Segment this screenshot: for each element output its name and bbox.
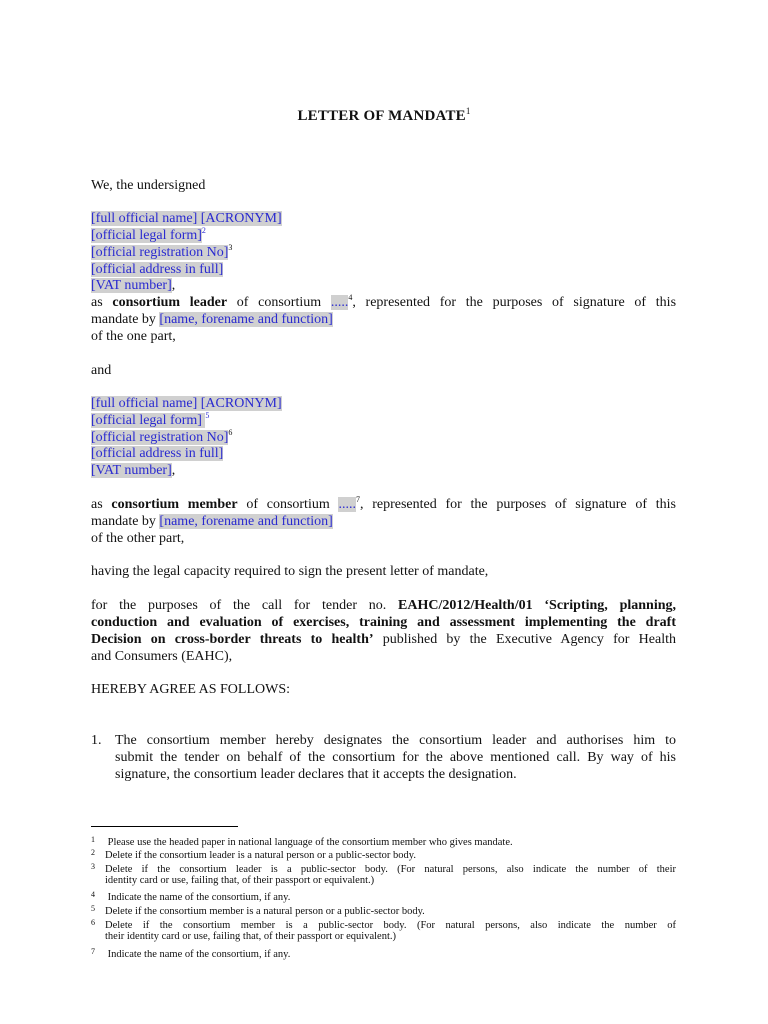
tender-reference: EAHC/2012/Health/01 ‘Scripting, planning, [398, 598, 676, 613]
footnote-ref-3: 3 [228, 243, 233, 252]
leader-address [91, 261, 223, 278]
footnote-1-number: 1 [91, 835, 95, 844]
clause-1-number: 1. [91, 733, 102, 748]
clause-1-line-2: submit the tender on behalf of the consortium for the above mentioned call. By way of his [115, 750, 676, 765]
footnote-2-number: 2 [91, 848, 95, 857]
leader-name-placeholder: [full official name] [ACRONYM] [91, 211, 282, 226]
footnote-6-text: Delete if the consortium member is a public-sector body. (For natural persons, also indicate the number of [105, 920, 676, 931]
member-registration-placeholder: [official registration No] [91, 430, 229, 445]
leader-mandate-line [91, 311, 333, 328]
member-legal-form [91, 412, 209, 429]
footnote-ref-4: 4 [348, 293, 353, 302]
leader-role-line [91, 294, 676, 311]
member-address [91, 445, 223, 462]
member-vat [91, 462, 175, 479]
footnote-2-text: Delete if the consortium leader is a natural person or a public-sector body. [105, 850, 417, 861]
member-part: of the other part, [91, 531, 185, 546]
leader-of: of consortium [227, 295, 331, 310]
member-mandate-by: mandate by [91, 514, 160, 529]
document-title [0, 106, 768, 125]
purpose-line-1 [91, 597, 676, 614]
leader-vat-placeholder: [VAT number] [91, 278, 172, 293]
and-text: and [91, 363, 112, 378]
footnote-7-number: 7 [91, 947, 95, 956]
leader-address-placeholder: [official address in full] [91, 262, 224, 277]
member-consortium-dots: ..... [338, 497, 356, 512]
tender-title-part-2: conduction and evaluation of exercises, training and assessment implementing the draft [91, 615, 676, 630]
leader-vat [91, 277, 175, 294]
capacity-text: having the legal capacity required to sign the present letter of mandate, [91, 564, 489, 579]
footnote-3-continuation: identity card or use, failing that, of their passport or equivalent.) [105, 875, 375, 886]
footnote-4-number: 4 [91, 890, 95, 899]
leader-consortium-dots: ..... [330, 295, 349, 310]
footnote-3-number: 3 [91, 862, 95, 871]
purpose-line-4: and Consumers (EAHC), [91, 649, 233, 664]
purpose-call-text: for the purposes of the call for tender no. [91, 598, 399, 613]
footnote-3-text: Delete if the consortium leader is a public-sector body. (For natural persons, also indicate the number of their [105, 864, 676, 875]
intro-text: We, the undersigned [91, 178, 206, 193]
leader-signatory-placeholder: [name, forename and function] [159, 312, 333, 327]
footnote-6-continuation: their identity card or use, failing that, of their passport or equivalent.) [105, 931, 396, 942]
leader-role: consortium leader [112, 295, 228, 310]
member-represented: , represented for the purposes of signature of this [359, 497, 676, 512]
leader-name [91, 210, 282, 227]
leader-legal-form-placeholder: [official legal form] [91, 228, 202, 243]
agree-heading: HEREBY AGREE AS FOLLOWS: [91, 682, 290, 697]
footnote-7 [91, 945, 676, 961]
leader-vat-comma: , [171, 278, 176, 293]
leader-mandate-by: mandate by [91, 312, 160, 327]
purpose-line-2 [91, 614, 676, 631]
purpose-line-3 [91, 631, 676, 648]
footnote-4-text: Indicate the name of the consortium, if any. [105, 892, 291, 903]
footnote-ref-2: 2 [201, 226, 206, 235]
leader-as: as [91, 295, 113, 310]
footnote-ref-5: 5 [205, 411, 210, 420]
footnote-6-number: 6 [91, 918, 95, 927]
member-name-placeholder: [full official name] [ACRONYM] [91, 396, 282, 411]
member-registration [91, 429, 232, 446]
footnote-separator [91, 826, 238, 827]
clause-1-line-3: signature, the consortium leader declares that it accepts the designation. [115, 767, 517, 782]
member-legal-form-placeholder: [official legal form] [91, 413, 206, 428]
member-role: consortium member [111, 497, 238, 512]
member-role-line [91, 496, 676, 513]
leader-registration-placeholder: [official registration No] [91, 245, 229, 260]
member-mandate-line [91, 513, 333, 530]
leader-part: of the one part, [91, 329, 176, 344]
leader-registration [91, 244, 232, 261]
leader-represented: , represented for the purposes of signature of this [352, 295, 677, 310]
leader-legal-form [91, 227, 206, 244]
footnote-5-text: Delete if the consortium member is a natural person or a public-sector body. [105, 906, 425, 917]
member-of: of consortium [237, 497, 339, 512]
member-address-placeholder: [official address in full] [91, 446, 224, 461]
footnote-7-text: Indicate the name of the consortium, if any. [105, 949, 291, 960]
purpose-published-by: published by the Executive Agency for Health [373, 632, 676, 647]
footnote-5-number: 5 [91, 904, 95, 913]
footnote-ref-7: 7 [355, 495, 360, 504]
title-footnote-ref: 1 [465, 106, 471, 116]
tender-title-part-3: Decision on cross-border threats to health’ [91, 632, 374, 647]
footnote-1-text: Please use the headed paper in national language of the consortium member who gives mandate. [105, 837, 513, 848]
title-text: LETTER OF MANDATE [297, 108, 466, 124]
member-signatory-placeholder: [name, forename and function] [159, 514, 333, 529]
member-name [91, 395, 282, 412]
footnote-ref-6: 6 [228, 428, 233, 437]
member-vat-comma: , [171, 463, 176, 478]
member-vat-placeholder: [VAT number] [91, 463, 172, 478]
member-as: as [91, 497, 112, 512]
clause-1-line-1: The consortium member hereby designates the consortium leader and authorises him to [115, 733, 676, 748]
clause-1-text [115, 732, 676, 783]
